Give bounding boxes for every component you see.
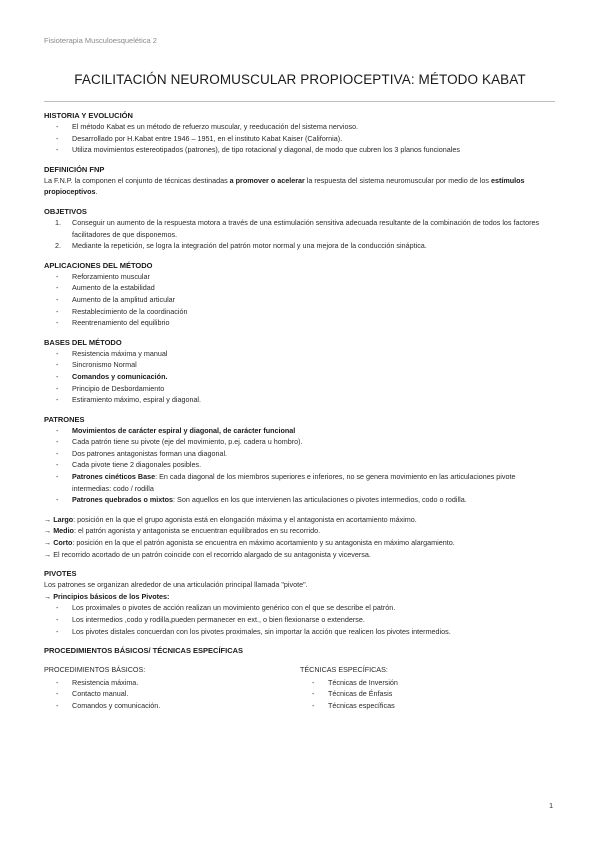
arrow-right-icon: →	[44, 538, 52, 548]
title-divider	[44, 101, 555, 102]
list-pivotes	[44, 602, 556, 637]
page-number: 1	[549, 801, 554, 810]
section-pivotes	[44, 568, 556, 637]
heading-procedimientos: PROCEDIMIENTOS BÁSICOS/ TÉCNICAS ESPECÍFICAS	[44, 646, 244, 656]
list-item: - Contacto manual.	[56, 689, 129, 699]
list-item: - Utiliza movimientos estereotipados (patrones), de tipo rotacional y diagonal, de modo que cubren los 3 planos funcionales	[56, 145, 460, 155]
column-tecnicas-especificas: TÉCNICAS ESPECÍFICAS: - Técnicas de Inversión - Técnicas de Énfasis - Técnicas específicas	[300, 664, 556, 711]
list-aplicaciones	[44, 271, 556, 329]
list-item: - Reentrenamiento del equilibrio	[56, 318, 170, 328]
section-patrones	[44, 414, 556, 506]
list-item: - Restablecimiento de la coordinación	[56, 306, 188, 316]
arrow-right-icon: →	[44, 591, 52, 601]
list-item: - Comandos y comunicación.	[56, 700, 161, 710]
section-objetivos	[44, 206, 556, 252]
list-item: - Dos patrones antagonistas forman una diagonal.	[56, 448, 228, 458]
section-historia	[44, 110, 556, 156]
list-item: - Resistencia máxima y manual	[56, 348, 168, 358]
section-procedimientos	[44, 645, 556, 711]
bullet-marker: -	[56, 122, 59, 131]
rango-recorrido: → El recorrido acortado de un patrón coincide con el recorrido alargado de su antagonista y viceversa.	[44, 549, 371, 559]
list-item: 2. Mediante la repetición, se logra la integración del patrón motor normal y una mejora de la conducción sináptica.	[55, 241, 427, 251]
list-item: - Reforzamiento muscular	[56, 271, 150, 281]
list-item: - Cada patrón tiene su pivote (eje del movimiento, p.ej. cadera u hombro).	[56, 437, 303, 447]
section-definicion	[44, 164, 556, 198]
list-item: - Patrones cinéticos Base: En cada diagonal de los miembros superiores e inferiores, no se genera movimiento en las articulaciones pivote intermedias: codo / rodilla	[56, 472, 516, 493]
rango-corto: → Corto: posición en la que el patrón agonista se encuentra en máximo acortamiento y su antagonista en máximo alargamiento.	[44, 538, 455, 548]
list-item: - Patrones quebrados o mixtos: Son aquellos en los que intervienen las articulaciones o pivotes intermedios, codo o rodilla.	[56, 495, 467, 505]
list-item: - Aumento de la estabilidad	[56, 283, 155, 293]
list-item: 1. Conseguir un aumento de la respuesta motora a través de una estimulación sensitiva adecuada resultante de la combinación de todos los factores facilitadores de que disponemos.	[55, 217, 540, 239]
list-item: - Movimientos de carácter espiral y diagonal, de carácter funcional	[56, 425, 296, 435]
bullet-marker: -	[56, 145, 59, 155]
heading-definicion: DEFINICIÓN FNP	[44, 164, 105, 174]
arrow-right-icon: →	[44, 514, 52, 524]
document-body	[44, 110, 556, 720]
running-header: Fisioterapia Musculoesquelética 2	[44, 36, 157, 45]
list-item: - Cada pivote tiene 2 diagonales posibles.	[56, 460, 202, 470]
list-item: - Técnicas específicas	[312, 700, 395, 710]
column-procedimientos-basicos: PROCEDIMIENTOS BÁSICOS: - Resistencia máxima. - Contacto manual. - Comandos y comunicación.	[44, 664, 300, 711]
list-patrones	[44, 425, 556, 506]
list-item: - Estiramiento máximo, espiral y diagonal.	[56, 395, 202, 405]
list-bases	[44, 348, 556, 406]
heading-objetivos: OBJETIVOS	[44, 206, 87, 216]
bullet-marker: -	[56, 133, 59, 143]
list-item: - Resistencia máxima.	[56, 677, 139, 687]
list-item: - Los proximales o pivotes de acción realizan un movimiento genérico con el que se describe el patrón.	[56, 603, 396, 613]
list-item: - El método Kabat es un método de refuerzo muscular, y reeducación del sistema nervioso.	[56, 122, 359, 131]
definicion-paragraph: La F.N.P. la componen el conjunto de técnicas destinadas a promover o acelerar la respuesta del sistema neuromuscular por medio de los estímulos propioceptivos.	[44, 175, 525, 197]
list-historia	[44, 121, 556, 156]
pivotes-intro: Los patrones se organizan alrededor de una articulación principal llamada "pivote".	[44, 580, 308, 590]
list-item: - Técnicas de Énfasis	[312, 689, 393, 699]
list-item: - Desarrollado por H.Kabat entre 1946 – 1951, en el instituto Kabat Kaiser (California).	[56, 133, 343, 143]
section-rangos	[44, 514, 556, 560]
arrow-right-icon: →	[44, 526, 52, 536]
heading-pivotes: PIVOTES	[44, 569, 77, 579]
rango-largo: → Largo: posición en la que el grupo agonista está en elongación máxima y el antagonista en acortamiento máximo.	[44, 514, 417, 524]
list-item: - Principio de Desbordamiento	[56, 383, 165, 393]
section-aplicaciones	[44, 260, 556, 329]
list-item: - Los pivotes distales concuerdan con los pivotes proximales, sin importar la acción que realicen los pivotes intermedios.	[56, 626, 451, 636]
heading-historia: HISTORIA Y EVOLUCIÓN	[44, 111, 133, 120]
list-item: - Aumento de la amplitud articular	[56, 294, 176, 304]
procedimientos-columns	[44, 664, 556, 711]
pivotes-principios: → Principios básicos de los Pivotes:	[44, 591, 170, 601]
heading-aplicaciones: APLICACIONES DEL MÉTODO	[44, 260, 153, 270]
section-bases	[44, 337, 556, 406]
list-item: - Comandos y comunicación.	[56, 371, 168, 381]
list-item: - Sincronismo Normal	[56, 360, 137, 370]
list-objetivos	[44, 217, 556, 252]
page-title: FACILITACIÓN NEUROMUSCULAR PROPIOCEPTIVA: MÉTODO KABAT	[74, 72, 526, 87]
list-item: - Técnicas de Inversión	[312, 677, 398, 687]
rango-medio: → Medio: el patrón agonista y antagonista se encuentran equilibrados en su recorrido.	[44, 526, 321, 536]
arrow-right-icon: →	[44, 549, 52, 559]
heading-bases: BASES DEL MÉTODO	[44, 337, 122, 347]
heading-patrones: PATRONES	[44, 414, 85, 424]
list-item: - Los intermedios ,codo y rodilla,pueden permanecer en ext., o bien flexionarse o extenderse.	[56, 615, 365, 624]
